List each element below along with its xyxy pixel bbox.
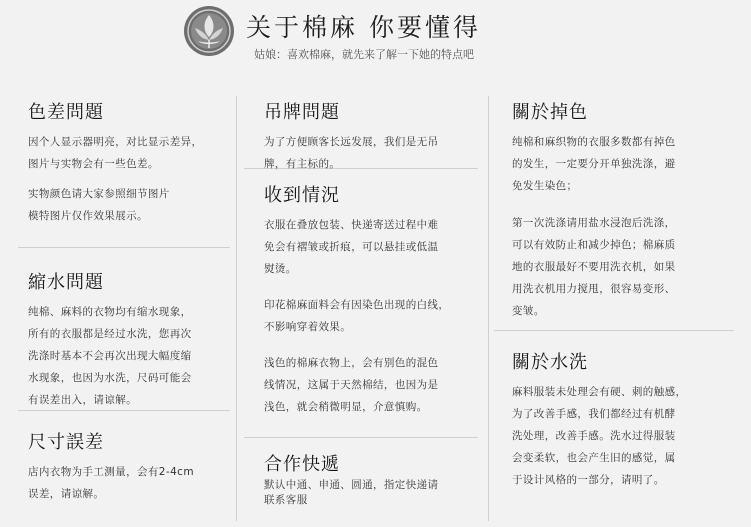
section-divider [494,330,734,331]
section-text: 纯棉和麻织物的衣服多数都有掉色 的发生，一定要分开单独洗涤，避 免发生染色； [512,136,676,192]
section-text: 衣服在叠放包装、快递寄送过程中难 免会有褶皱或折痕，可以悬挂或低温 熨烫。 [264,219,439,275]
section-title: 吊牌問題 [264,102,340,123]
section-text: 第一次洗涤请用盐水浸泡后洗涤， 可以有效防止和减少掉色；棉麻质 地的衣服最好不要用洗衣机，如果 用洗衣机用力搅甩，很容易变形、 变皱。 [512,217,676,317]
section-text: 纯棉、麻料的衣物均有缩水现象， 所有的衣服都是经过水洗，您再次 洗涤时基本不会再次出现大幅度缩 水现象，也因为水洗，尺码可能会 有误差出入，请谅解。 [28,306,192,406]
section-title: 收到情況 [264,185,340,206]
section-fading [512,98,744,322]
section-text: 店内衣物为手工测量，会有2-4cm 误差，请谅解。 [28,466,194,500]
section-shipping [264,450,484,508]
section-text: 麻料服装未处理会有硬、刺的触感， 为了改善手感，我们都经过有机酵 洗处理，改善手感。洗水过得服装 会变柔软，也会产生旧的感觉，属 于设计风格的一部分，请明了。 [512,386,687,486]
page-subtitle: 姑娘：喜欢棉麻，就先来了解一下她的特点吧 [254,48,474,61]
section-color-difference [28,98,234,227]
section-divider [18,247,230,248]
section-text: 实物颜色请大家参照细节图片 模特图片仅作效果展示。 [28,188,170,222]
section-text: 因个人显示器明亮，对比显示差异， 图片与实物会有一些色差。 [28,136,203,170]
section-title: 縮水問題 [28,272,104,293]
section-size-error [28,428,234,505]
section-tag [264,98,484,175]
section-title: 尺寸誤差 [28,432,104,453]
section-title: 關於水洗 [512,352,588,373]
section-text: 印花棉麻面料会有因染色出现的白线， 不影响穿着效果。 [264,299,450,333]
section-receiving [264,181,484,418]
section-title: 關於掉色 [512,102,588,123]
section-divider [244,437,478,438]
column-divider-left [236,96,237,521]
section-title: 色差問題 [28,102,104,123]
section-title: 合作快遞 [264,454,340,475]
section-shrinkage [28,268,234,411]
section-text: 默认中通、申通、圆通，指定快递请 联系客服 [264,479,439,506]
page-title: 关于棉麻 你要懂得 [246,13,481,42]
section-washing [512,348,744,491]
section-text: 浅色的棉麻衣物上，会有别色的混色 线情况，这属于天然棉结，也因为是 浅色，就会稍微明显，介意慎购。 [264,357,439,413]
lotus-seal-icon [182,4,236,58]
column-divider-right [488,96,489,521]
section-text: 为了方便顾客长远发展，我们是无吊 牌，有主标的。 [264,136,439,170]
page-header [0,0,751,80]
